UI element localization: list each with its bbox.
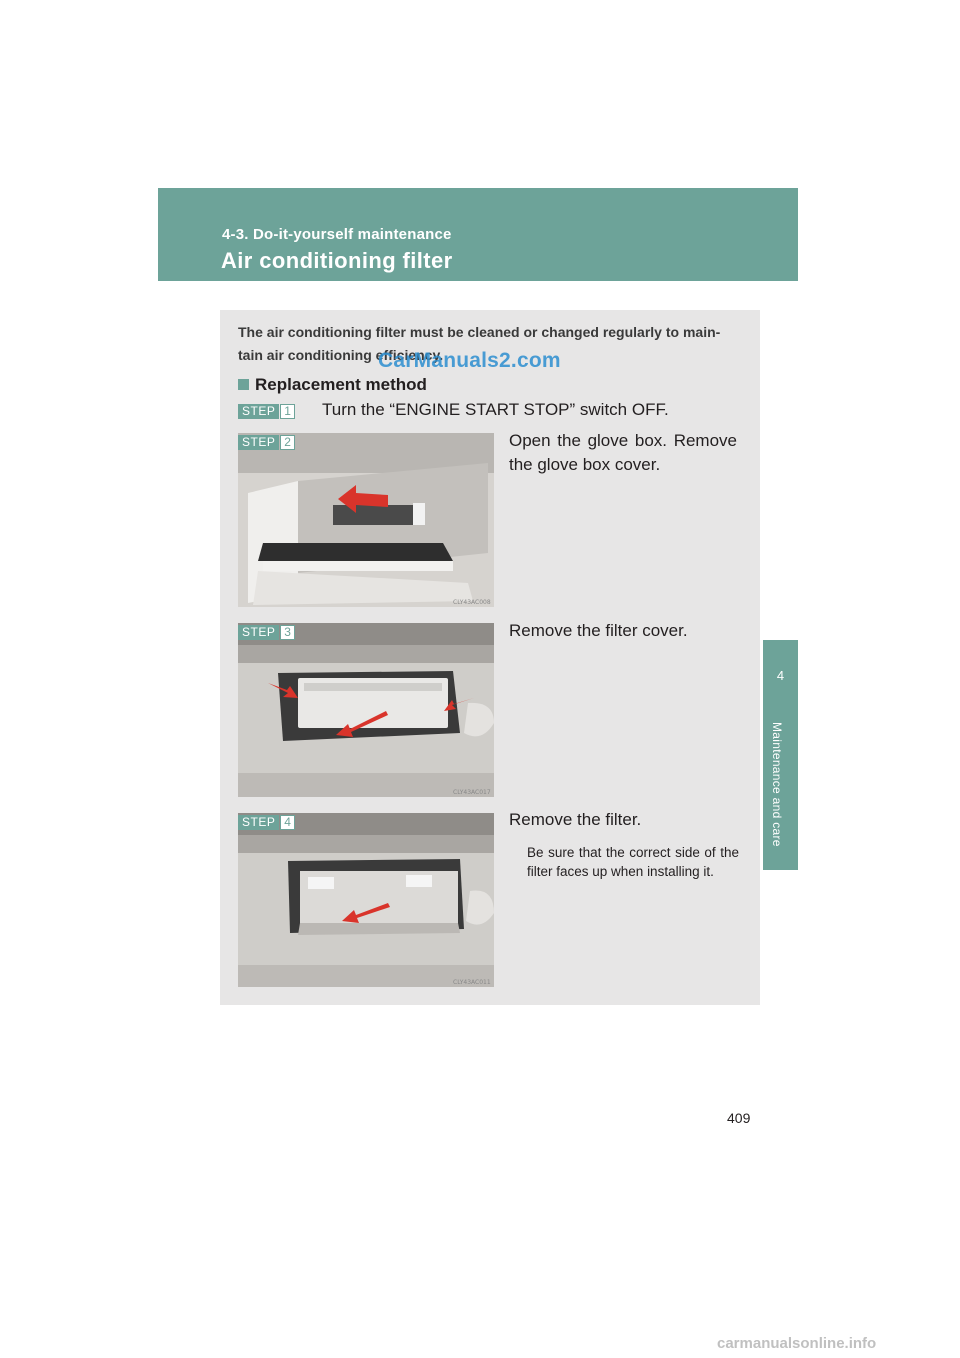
page-number: 409 xyxy=(727,1110,751,1126)
chapter-number: 4 xyxy=(776,668,785,683)
step-number: 2 xyxy=(280,435,295,450)
section-header xyxy=(158,188,798,281)
step-number: 3 xyxy=(280,625,295,640)
step-4-note: Be sure that the correct side of the filter faces up when installing it. xyxy=(527,845,739,879)
step-label: STEP xyxy=(238,435,279,450)
step-3-text: Remove the filter cover. xyxy=(509,621,688,640)
step-number: 1 xyxy=(280,404,295,419)
step-1-text: Turn the “ENGINE START STOP” switch OFF. xyxy=(322,400,669,419)
subheading-label: Replacement method xyxy=(255,375,427,394)
step-1-badge xyxy=(238,404,295,419)
image-code: CLY43AC008 xyxy=(453,599,491,606)
footer-watermark[interactable]: carmanualsonline.info xyxy=(717,1335,877,1352)
subheading xyxy=(238,375,427,395)
page-title: Air conditioning filter xyxy=(221,248,453,273)
image-code: CLY43AC011 xyxy=(453,979,491,986)
section-label: 4-3. Do-it-yourself maintenance xyxy=(222,226,452,243)
chapter-label: Maintenance and care xyxy=(770,722,784,847)
content-panel xyxy=(220,310,760,1005)
step-number: 4 xyxy=(280,815,295,830)
glove-box-photo xyxy=(238,433,494,607)
step-label: STEP xyxy=(238,404,279,419)
step-2-text: Open the glove box. Remove the glove box cover. xyxy=(509,431,737,474)
step-label: STEP xyxy=(238,625,279,640)
image-code: CLY43AC017 xyxy=(453,789,491,796)
filter-photo xyxy=(238,813,494,987)
step-3-badge xyxy=(238,625,295,640)
chapter-tab xyxy=(763,640,798,870)
step-label: STEP xyxy=(238,815,279,830)
watermark[interactable]: CarManuals2.com xyxy=(378,349,561,372)
step-4-badge xyxy=(238,815,295,830)
step-2-badge xyxy=(238,435,295,450)
square-bullet-icon xyxy=(238,379,249,390)
filter-cover-photo xyxy=(238,623,494,797)
step-4-text: Remove the filter. xyxy=(509,810,642,829)
intro-text: The air conditioning filter must be cleaned or changed regularly to main-tain air conditioning efficiency. xyxy=(238,324,721,363)
